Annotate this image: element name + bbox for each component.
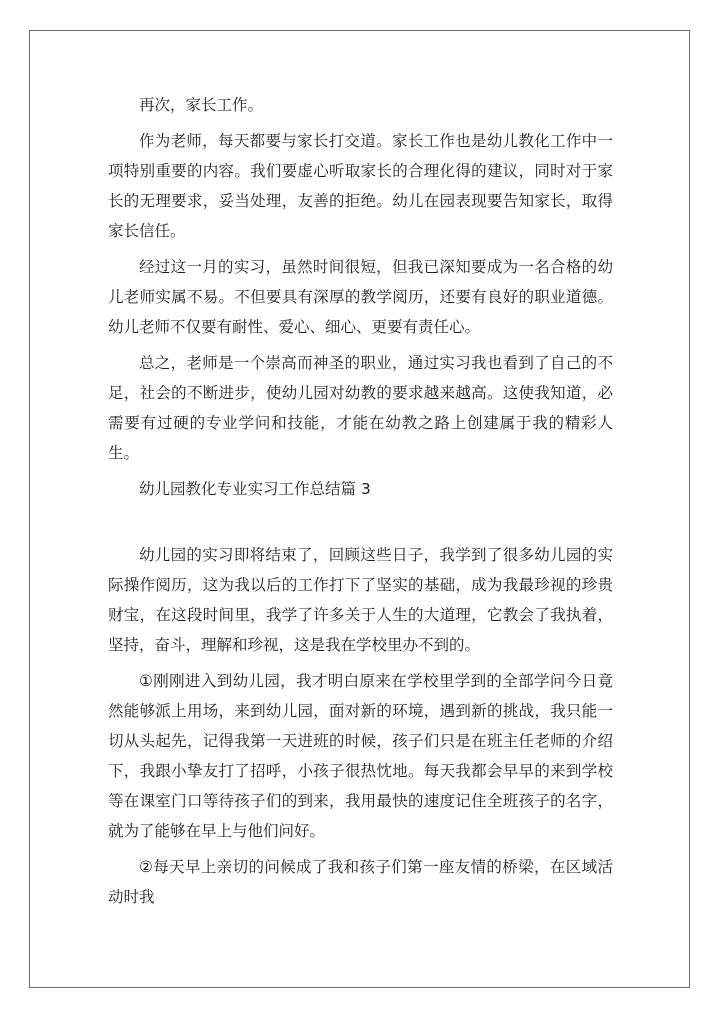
paragraph: ②每天早上亲切的问候成了我和孩子们第一座友情的桥梁，在区域活动时我 bbox=[108, 858, 613, 906]
paragraph: ①刚刚进入到幼儿园，我才明白原来在学校里学到的全部学问今日竟然能够派上用场，来到幼儿园，面对新的环境，遇到新的挑战，我只能一切从头起先，记得我第一天进班的时候，孩子们只是在班主任老师的介绍下，我跟小挚友打了招呼，小孩子很热忱地。每天我都会早早的来到学校等在课室门口等待孩子们的到来，我用最快的速度记住全班孩子的名字，就为了能够在早上与他们问好。 bbox=[108, 672, 613, 840]
paragraph: 再次，家长工作。 bbox=[139, 96, 264, 114]
paragraph: 总之，老师是一个崇高而神圣的职业，通过实习我也看到了自己的不足，社会的不断进步，使幼儿园对幼教的要求越来越高。这使我知道，必需要有过硬的专业学问和技能，才能在幼教之路上创建属于我的精彩人生。 bbox=[108, 354, 613, 462]
paragraph: 幼儿园的实习即将结束了，回顾这些日子，我学到了很多幼儿园的实际操作阅历，这为我以后的工作打下了坚实的基础，成为我最珍视的珍贵财宝，在这段时间里，我学了许多关于人生的大道理，它教会了我执着，坚持，奋斗，理解和珍视，这是我在学校里办不到的。 bbox=[108, 546, 613, 654]
document-body bbox=[108, 90, 613, 918]
section-title: 幼儿园教化专业实习工作总结篇 3 bbox=[139, 480, 371, 498]
blank-line bbox=[108, 510, 613, 540]
paragraph: 经过这一月的实习，虽然时间很短，但我已深知要成为一名合格的幼儿老师实属不易。不但要具有深厚的教学阅历，还要有良好的职业道德。幼儿老师不仅要有耐性、爱心、细心、更要有责任心。 bbox=[108, 258, 613, 336]
paragraph: 作为老师，每天都要与家长打交道。家长工作也是幼儿教化工作中一项特别重要的内容。我们要虚心听取家长的合理化得的建议，同时对于家长的无理要求，妥当处理，友善的拒绝。幼儿在园表现要告知家长，取得家长信任。 bbox=[108, 132, 613, 240]
